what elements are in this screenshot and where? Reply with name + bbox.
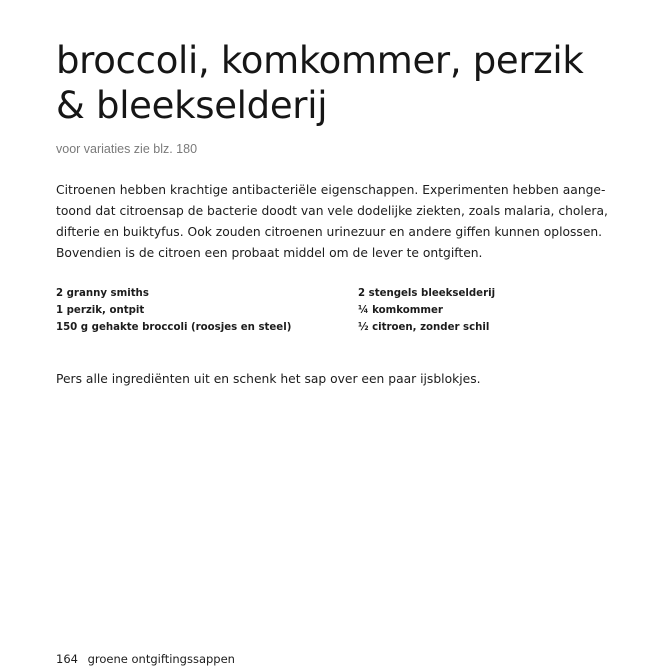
recipe-title-line: broccoli, komkommer, perzik (56, 39, 584, 82)
page-number: 164 (56, 652, 78, 666)
ingredient-item: ¼ komkommer (358, 305, 443, 316)
ingredient-item: 2 stengels bleekselderij (358, 288, 496, 299)
ingredients-column-left (56, 285, 291, 336)
intro-line: difterie en buiktyfus. Ook zouden citroenen urinezuur en andere giffen kunnen oplossen. (56, 225, 603, 239)
recipe-title (56, 38, 636, 128)
section-name: groene ontgiftingssappen (87, 652, 235, 666)
ingredient-item: ½ citroen, zonder schil (358, 322, 490, 333)
ingredients-column-right (358, 285, 495, 336)
variations-note: voor variaties zie blz. 180 (56, 142, 198, 156)
intro-paragraph (56, 180, 636, 264)
recipe-title-line: & bleekselderij (56, 84, 328, 127)
ingredient-item: 150 g gehakte broccoli (roosjes en steel) (56, 322, 292, 333)
intro-line: Bovendien is de citroen een probaat middel om de lever te ontgiften. (56, 246, 483, 260)
method-text: Pers alle ingrediënten uit en schenk het sap over een paar ijsblokjes. (56, 372, 481, 386)
intro-line: toond dat citroensap de bacterie doodt van vele dodelijke ziekten, zoals malaria, cholera, (56, 204, 608, 218)
page-footer (56, 652, 235, 666)
ingredient-item: 2 granny smiths (56, 288, 149, 299)
intro-line: Citroenen hebben krachtige antibacteriële eigenschappen. Experimenten hebben aange- (56, 183, 606, 197)
ingredient-item: 1 perzik, ontpit (56, 305, 145, 316)
